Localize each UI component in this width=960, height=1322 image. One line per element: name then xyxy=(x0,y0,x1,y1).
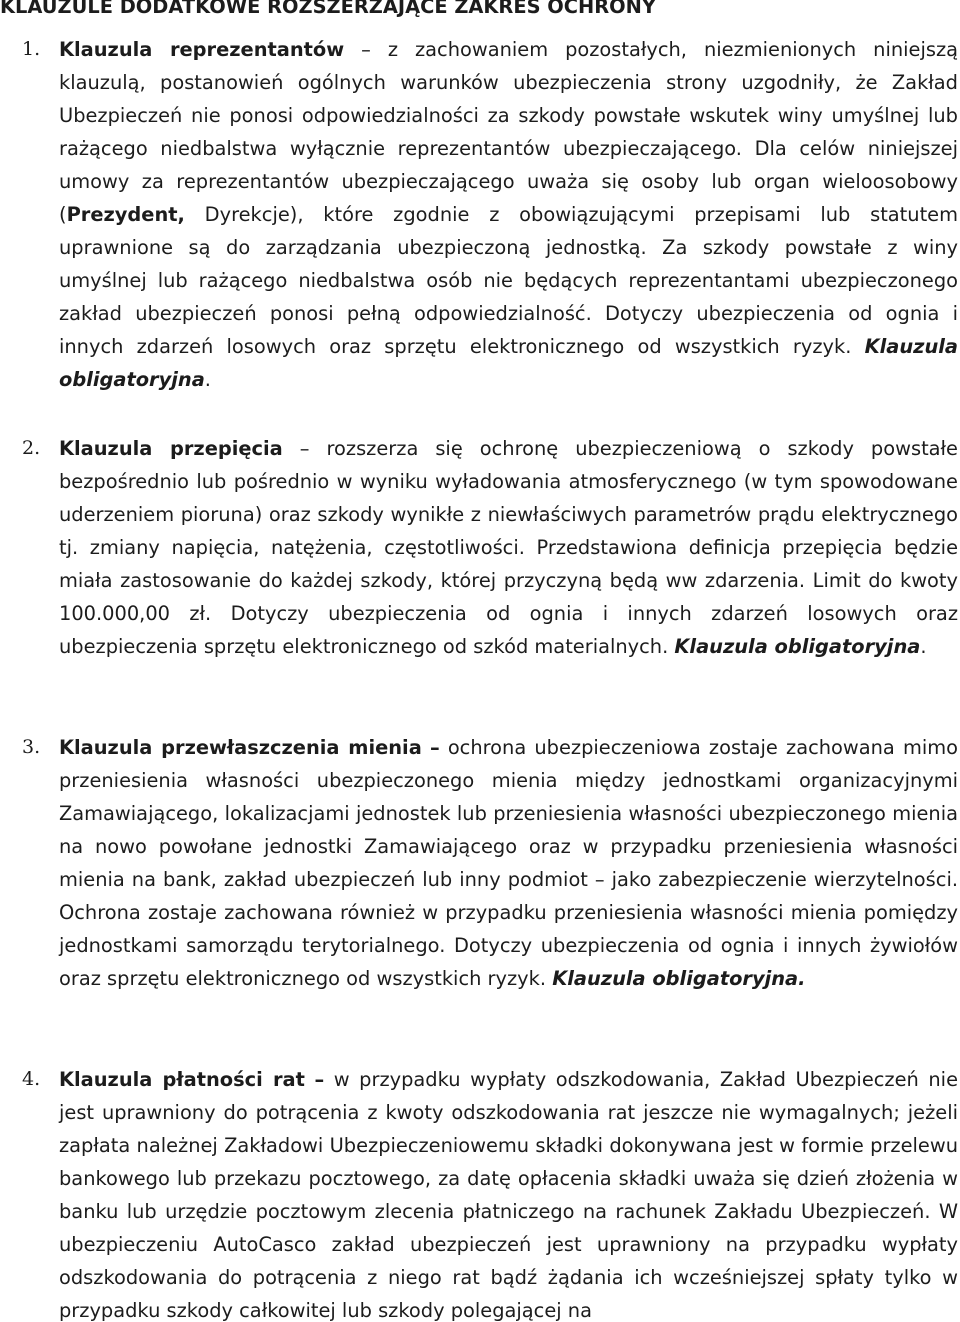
clause-title: Klauzula reprezentantów xyxy=(59,38,345,61)
clause-item xyxy=(0,731,960,995)
clause-dash: – xyxy=(429,736,440,759)
clause-number: 1. xyxy=(22,38,41,60)
document-heading: KLAUZULE DODATKOWE ROZSZERZAJĄCE ZAKRES OCHRONY xyxy=(0,0,656,18)
clause-text: rozszerza się ochronę ubezpieczeniową o szkody powstałe bezpośrednio lub pośrednio w wyniku wyładowania atmosferycznego (w tym spowodowane uderzeniem pioruna) oraz szkody wynikłe z niewłaściwych parametrów prądu elektrycznego tj. zmiany napięcia, natężenia, częstotliwości. Przedstawiona definicja przepięcia będzie miała zastosowanie do każdej szkody, której przyczyną będą ww zdarzenia. Limit do kwoty 100.000,00 zł. Dotyczy ubezpieczenia od ognia i innych zdarzeń losowych oraz ubezpieczenia sprzętu elektronicznego od szkód materialnych. xyxy=(59,437,958,658)
clause-paragraph xyxy=(59,1063,958,1322)
clause-title: Klauzula przepięcia xyxy=(59,437,283,460)
clause-number: 2. xyxy=(22,437,41,459)
clause-title: Klauzula przewłaszczenia mienia xyxy=(59,736,422,759)
clause-obligatory: Klauzula obligatoryjna. xyxy=(552,967,806,990)
clause-number: 3. xyxy=(22,736,41,758)
clause-dash: – xyxy=(361,38,371,61)
clause-text-continued: Dyrekcje), które zgodnie z obowiązującymi przepisami lub statutem uprawnione są do zarządzania ubezpieczoną jednostką. Za szkody powstałe z winy umyślnej lub rażącego niedbalstwa osób nie będących reprezentantami ubezpieczonego zakład ubezpieczeń ponosi pełną odpowiedzialność. Dotyczy ubezpieczenia od ognia i innych zdarzeń losowych oraz sprzętu elektronicznego od wszystkich ryzyk. xyxy=(59,203,958,358)
clause-end: . xyxy=(920,635,927,658)
clause-obligatory: Klauzula obligatoryjna xyxy=(674,635,921,658)
clause-item xyxy=(0,33,960,396)
clause-paragraph xyxy=(59,731,958,995)
clause-bold-word: Prezydent, xyxy=(66,203,185,226)
clause-item xyxy=(0,432,960,663)
clause-paragraph xyxy=(59,432,958,663)
clause-dash: – xyxy=(314,1068,325,1091)
clause-text: w przypadku wypłaty odszkodowania, Zakład Ubezpieczeń nie jest uprawniony do potrącenia z kwoty odszkodowania rat jeszcze nie wymagalnych; jeżeli zapłata należnej Zakładowi Ubezpieczeniowemu składki dokonywana jest w formie przelewu bankowego lub przekazu pocztowego, za datę opłacenia składki uważa się dzień złożenia w banku lub urzędzie pocztowym zlecenia płatniczego na rachunek Zakładu Ubezpieczeń. W ubezpieczeniu AutoCasco zakład ubezpieczeń jest uprawniony na przypadku wypłaty odszkodowania do potrącenia z niego rat bądź żądania ich wcześniejszej spłaty tylko w przypadku szkody całkowitej lub szkody polegającej na xyxy=(59,1068,958,1322)
clause-paragraph xyxy=(59,33,958,396)
clause-item xyxy=(0,1063,960,1322)
clause-text: z zachowaniem pozostałych, niezmienionych niniejszą klauzulą, postanowień ogólnych warunków ubezpieczenia strony uzgodniły, że Zakład Ubezpieczeń nie ponosi odpowiedzialności za szkody powstałe wskutek winy umyślnej lub rażącego niedbalstwa wyłącznie reprezentantów ubezpieczającego. Dla celów niniejszej umowy za reprezentantów ubezpieczającego uważa się osoby lub organ wieloosobowy ( xyxy=(59,38,959,226)
clause-obligatory: Klauzula obligatoryjna xyxy=(59,335,958,391)
clause-text: ochrona ubezpieczeniowa zostaje zachowana mimo przeniesienia własności ubezpieczonego mienia między jednostkami organizacyjnymi Zamawiającego, lokalizacjami jednostek lub przeniesienia własności ubezpieczonego mienia na nowo powołane jednostki Zamawiającego oraz w przypadku przeniesienia własności mienia na bank, zakład ubezpieczeń lub inny podmiot – jako zabezpieczenie wierzytelności. Ochrona zostaje zachowana również w przypadku przeniesienia własności mienia pomiędzy jednostkami samorządu terytorialnego. Dotyczy ubezpieczenia od ognia i innych żywiołów oraz sprzętu elektronicznego od wszystkich ryzyk. xyxy=(59,736,958,990)
clause-dash: – xyxy=(299,437,310,460)
clause-end: . xyxy=(204,368,211,391)
clause-title: Klauzula płatności rat xyxy=(59,1068,305,1091)
clause-number: 4. xyxy=(22,1068,41,1090)
